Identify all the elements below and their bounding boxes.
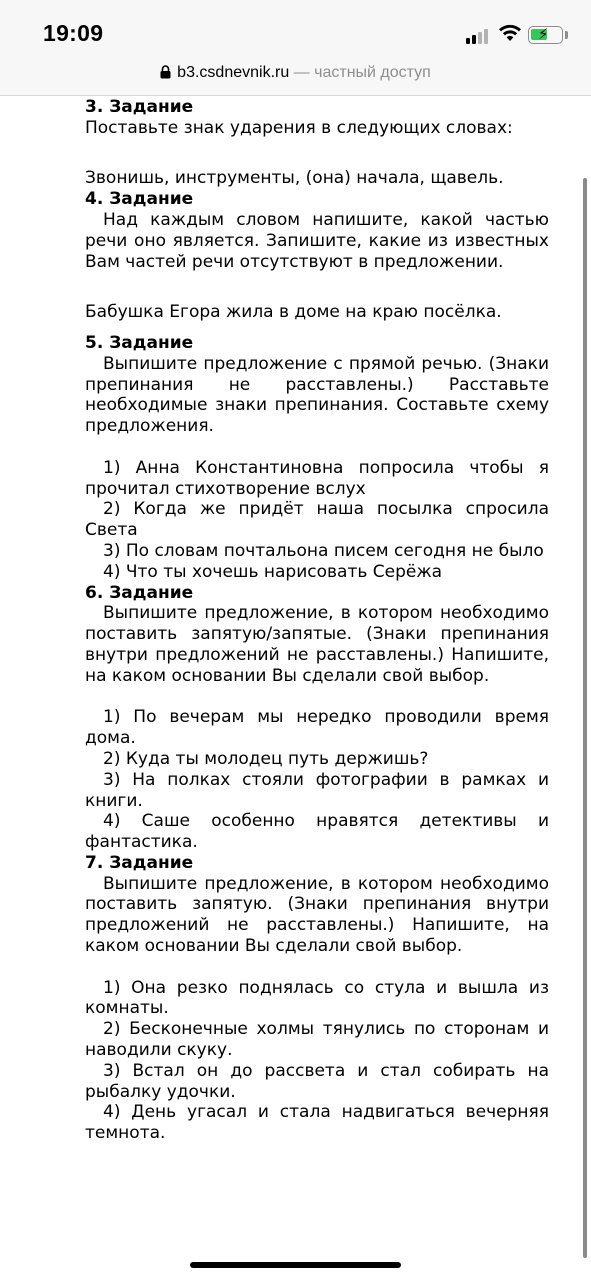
list-item: 2) Куда ты молодец путь держишь? <box>103 748 429 769</box>
task-title: 5. Задание <box>85 332 194 353</box>
status-time: 19:09 <box>43 20 104 46</box>
list-item: 2) Когда же придёт наша посылка спросила Света <box>85 499 549 541</box>
lock-icon <box>160 65 171 79</box>
task-instruction: Выпишите предложение, в котором необходимо поставить запятую. (Знаки препинания внутри предложений не расставлены.) Напишите, на каком основании Вы сделали свой выбор. <box>85 873 549 957</box>
list-item: 4) День угасал и стала надвигаться вечерняя темнота. <box>85 1102 549 1144</box>
battery-tip <box>565 31 568 39</box>
task-example: Звонишь, инструменты, (она) начала, щавель. <box>85 168 504 189</box>
task-5 <box>85 333 549 583</box>
task-instruction: Над каждым словом напишите, какой частью речи оно является. Запишите, какие из известных Вам частей речи отсутствуют в предложении. <box>85 209 549 272</box>
home-indicator[interactable] <box>190 1262 401 1268</box>
wifi-icon <box>498 24 522 42</box>
task-instruction: Выпишите предложение, в котором необходимо поставить запятую/запятые. (Знаки препинания внутри предложений не расставлены.) Напишите, на каком основании Вы сделали свой выбор. <box>85 603 549 686</box>
task-6 <box>85 583 549 853</box>
list-item: 3) На полках стояли фотографии в рамках и книги. <box>85 769 549 811</box>
list-item: 1) Она резко поднялась со стула и вышла из комнаты. <box>85 977 549 1019</box>
address-domain: b3.csdnevnik.ru <box>177 64 290 81</box>
address-bar[interactable] <box>0 64 591 82</box>
list-item: 1) Анна Константиновна попросила чтобы я прочитал стихотворение вслух <box>85 457 549 499</box>
task-7 <box>85 853 549 1144</box>
browser-top-bar <box>0 0 591 96</box>
list-item: 4) Саше особенно нравятся детективы и фантастика. <box>85 811 549 853</box>
battery-charging-icon: ⚡ <box>528 26 563 44</box>
task-instruction: Выпишите предложение с прямой речью. (Знаки препинания не расставлены.) Расставьте необходимые знаки препинания. Составьте схему предложения. <box>85 353 549 437</box>
task-title: 4. Задание <box>85 189 194 210</box>
page-content <box>85 97 549 1144</box>
address-suffix: — частный доступ <box>289 64 431 81</box>
task-instruction: Поставьте знак ударения в следующих словах: <box>85 117 513 138</box>
task-3 <box>85 97 549 189</box>
list-item: 2) Бесконечные холмы тянулись по сторонам и наводили скуку. <box>85 1019 549 1061</box>
list-item: 4) Что ты хочешь нарисовать Серёжа <box>103 561 443 582</box>
task-title: 6. Задание <box>85 582 194 603</box>
cellular-signal-icon <box>466 28 492 44</box>
list-item: 3) Встал он до рассвета и стал собирать на рыбалку удочки. <box>85 1060 549 1102</box>
task-4 <box>85 189 549 333</box>
list-item: 1) По вечерам мы нередко проводили время дома. <box>85 707 549 749</box>
vertical-scrollbar[interactable] <box>583 178 587 1258</box>
list-item: 3) По словам почтальона писем сегодня не было <box>103 540 544 561</box>
task-example: Бабушка Егора жила в доме на краю посёлка. <box>85 302 502 323</box>
task-title: 7. Задание <box>85 852 194 873</box>
task-title: 3. Задание <box>85 97 194 117</box>
